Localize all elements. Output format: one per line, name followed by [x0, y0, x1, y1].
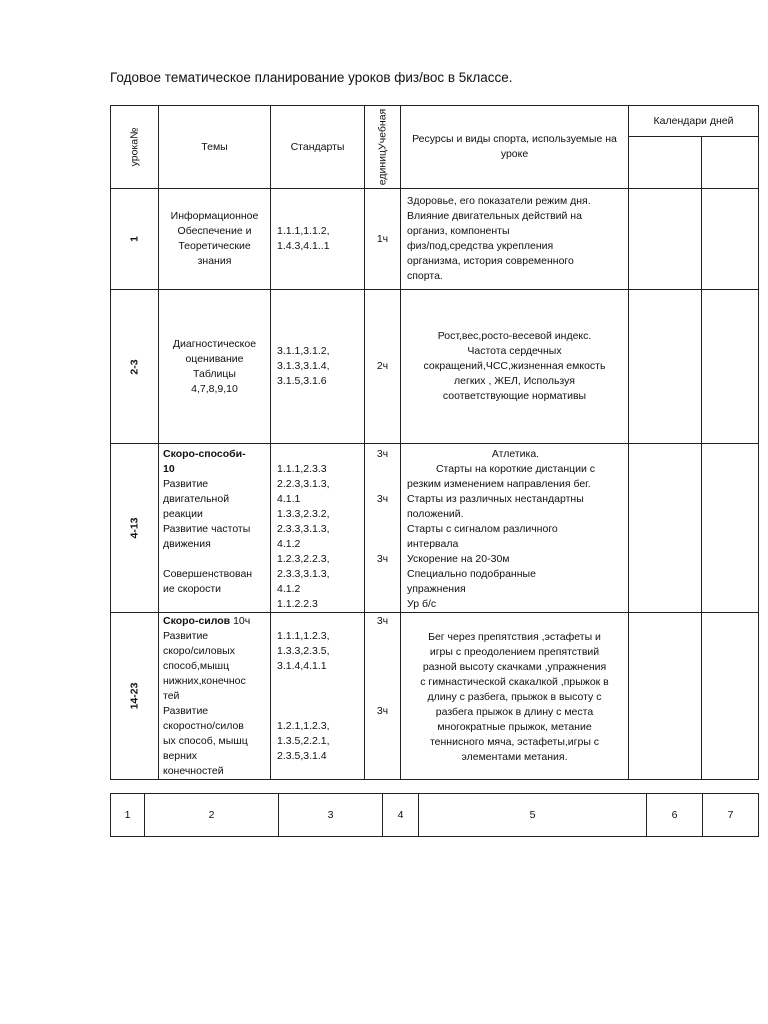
lesson-number-cell: 4-13: [111, 444, 159, 613]
calendar-cell: [702, 290, 759, 444]
calendar-cell: [629, 290, 702, 444]
page-title: Годовое тематическое планирование уроков физ/вос в 5классе.: [110, 70, 513, 85]
calendar-cell: [702, 444, 759, 613]
header-topics: Темы: [159, 106, 271, 189]
header-calendar: Календари дней: [629, 106, 759, 137]
header-standards: Стандарты: [271, 106, 365, 189]
column-number: 4: [383, 794, 419, 837]
topic-cell: Информационное Обеспечение и Теоретические знания: [159, 189, 271, 290]
header-units: единицУчебная: [365, 106, 401, 189]
standards-cell: 1.1.1,2.3.3 2.2.3,3.1.3, 4.1.1 1.3.3,2.3.2, 2.3.3,3.1.3, 4.1.2 1.2.3,2.2.3, 2.3.3,3.1.3, 4.1.2 1.1.2.2.3: [271, 444, 365, 613]
column-number: 2: [145, 794, 279, 837]
standards-cell: 1.1.1,1.1.2, 1.4.3,4.1..1: [271, 189, 365, 290]
hours-cell: 1ч: [365, 189, 401, 290]
column-number: 7: [703, 794, 759, 837]
topic-cell: Скоро-силов 10ч Развитие скоро/силовых способ,мышц нижних,конечнос тей Развитие скоростно/силов ых способ, мышц верних конечностей: [159, 613, 271, 780]
resources-cell: Здоровье, его показатели режим дня. Влияние двигательных действий на организ, компоненты физ/под,средства укрепления организма, история современного спорта.: [401, 189, 629, 290]
table-row: [111, 444, 759, 613]
calendar-cell: [629, 189, 702, 290]
resources-cell: Атлетика. Старты на короткие дистанции с резким изменением направления бег. Старты из различных нестандартны положений. Старты с сигналом различного интервала Ускорение на 20-30м Специально подобранные упражнения Ур б/с: [401, 444, 629, 613]
lesson-number-cell: 2-3: [111, 290, 159, 444]
resources-cell: Рост,вес,росто-весевой индекс. Частота сердечных сокращений,ЧСС,жизненная емкость легких , ЖЕЛ, Используя соответствующие нормативы: [401, 290, 629, 444]
hours-cell: 3ч 3ч 3ч: [365, 444, 401, 613]
column-number: 6: [647, 794, 703, 837]
column-number: 3: [279, 794, 383, 837]
header-resources: Ресурсы и виды спорта, используемые на уроке: [401, 106, 629, 189]
calendar-cell: [702, 189, 759, 290]
topic-cell: Скоро-способи- 10 Развитие двигательной реакции Развитие частоты движения Совершенствован ие скорости: [159, 444, 271, 613]
calendar-subcell-2: [702, 137, 759, 189]
column-number: 5: [419, 794, 647, 837]
column-number-table: [110, 793, 759, 837]
lesson-number-cell: 1: [111, 189, 159, 290]
topic-cell: Диагностическое оценивание Таблицы 4,7,8,9,10: [159, 290, 271, 444]
calendar-cell: [629, 444, 702, 613]
standards-cell: 3.1.1,3.1.2, 3.1.3,3.1.4, 3.1.5,3.1.6: [271, 290, 365, 444]
calendar-cell: [629, 613, 702, 780]
table-row: [111, 189, 759, 290]
standards-cell: 1.1.1,1.2.3, 1.3.3,2.3.5, 3.1.4,4.1.1 1.2.1,1.2.3, 1.3.5,2.2.1, 2.3.5,3.1.4: [271, 613, 365, 780]
planning-table: [110, 105, 759, 780]
lesson-number-cell: 14-23: [111, 613, 159, 780]
hours-cell: 3ч 3ч: [365, 613, 401, 780]
table-row: [111, 290, 759, 444]
resources-cell: Бег через препятствия ,эстафеты и игры с преодолением препятствий разной высоту скачками ,упражнения с гимнастической скакалкой ,прыжок в длину с разбега, прыжок в высоту с разбега прыжок в длину с места многократные прыжок, метание теннисного мяча, эстафеты,игры с элементами метания.: [401, 613, 629, 780]
header-lesson-number: урока№: [111, 106, 159, 189]
calendar-subcell-1: [629, 137, 702, 189]
table-row: [111, 613, 759, 780]
column-number: 1: [111, 794, 145, 837]
hours-cell: 2ч: [365, 290, 401, 444]
calendar-cell: [702, 613, 759, 780]
